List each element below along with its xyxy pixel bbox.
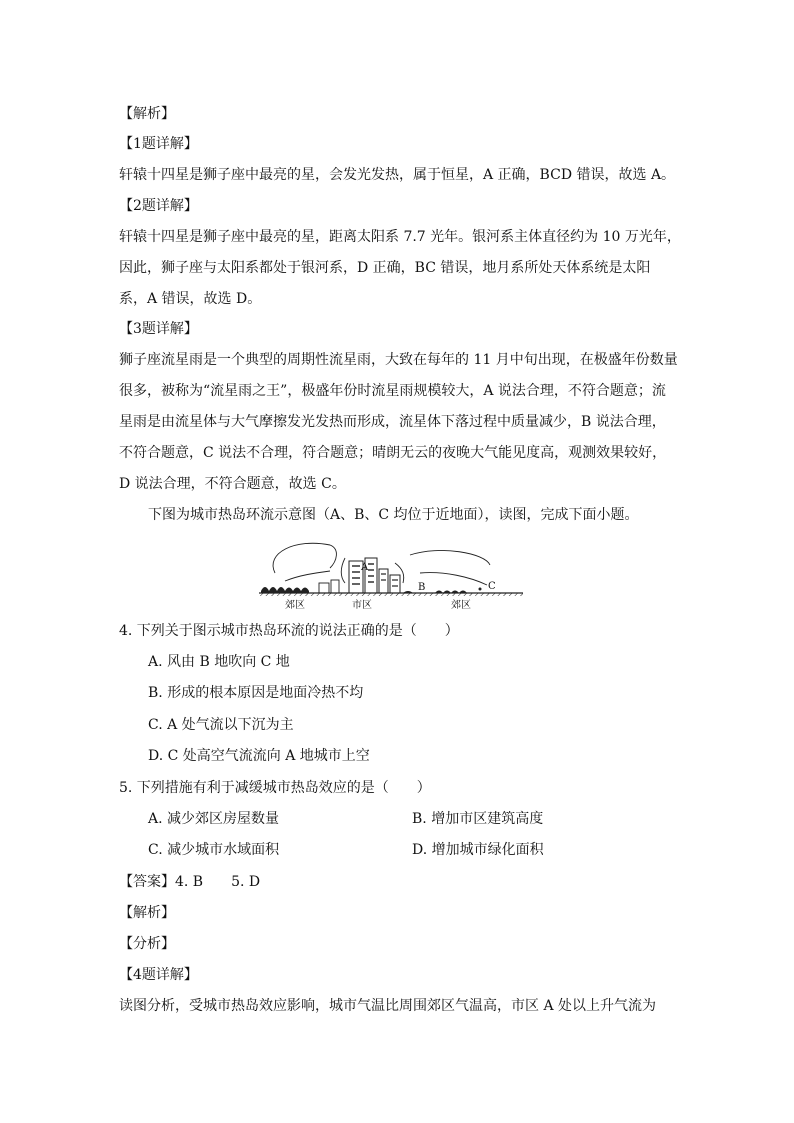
left-trees bbox=[261, 587, 309, 593]
q4-option-c: C. A 处气流以下沉为主 bbox=[148, 717, 294, 733]
building bbox=[319, 583, 329, 593]
right-lower-arc bbox=[420, 573, 487, 585]
paragraph-line: 不符合题意，C 说法不合理，符合题意；晴朗无云的夜晚大气能见度高，观测效果较好， bbox=[119, 445, 667, 461]
q5-option-a: A. 减少郊区房屋数量 bbox=[148, 811, 280, 827]
left-circulation-arc bbox=[273, 543, 336, 573]
sub-heading: 【4题详解】 bbox=[119, 967, 198, 983]
q4-option-a: A. 风由 B 地吹向 C 地 bbox=[148, 654, 290, 670]
q4-option-b: B. 形成的根本原因是地面冷热不均 bbox=[148, 685, 364, 701]
label-b: B bbox=[418, 582, 426, 593]
sub-heading: 【1题详解】 bbox=[119, 136, 198, 152]
ground-label-suburb-right: 郊区 bbox=[451, 600, 471, 611]
q5-option-d: D. 增加城市绿化面积 bbox=[412, 842, 544, 858]
q5-option-c: C. 减少城市水域面积 bbox=[148, 842, 280, 858]
label-c: C bbox=[488, 581, 496, 592]
building bbox=[379, 569, 388, 593]
section-heading: 【解析】 bbox=[119, 106, 175, 122]
paragraph-line: 读图分析，受城市热岛效应影响，城市气温比周围郊区气温高，市区 A 处以上升气流为 bbox=[119, 998, 657, 1014]
paragraph-line: 因此，狮子座与太阳系都处于银河系，D 正确，BC 错误，地月系所处天体系统是太阳 bbox=[119, 260, 651, 276]
right-upper-arc bbox=[410, 550, 490, 565]
paragraph-line: 系，A 错误，故选 D。 bbox=[119, 291, 262, 307]
question-4-stem: 4. 下列关于图示城市热岛环流的说法正确的是（ ） bbox=[119, 623, 459, 639]
q4-option-d: D. C 处高空气流流向 A 地城市上空 bbox=[148, 748, 370, 764]
sub-heading: 【2题详解】 bbox=[119, 198, 198, 214]
ground-label-city: 市区 bbox=[352, 600, 372, 611]
left-lower-arc bbox=[285, 571, 330, 581]
answer-line: 【答案】4. B 5. D bbox=[119, 874, 261, 890]
paragraph-line: 轩辕十四星是狮子座中最亮的星，距离太阳系 7.7 光年。银河系主体直径约为 10 万光年， bbox=[119, 229, 681, 245]
analysis-heading: 【分析】 bbox=[119, 936, 175, 952]
q5-option-b: B. 增加市区建筑高度 bbox=[412, 811, 544, 827]
building bbox=[331, 580, 339, 593]
paragraph-line: 狮子座流星雨是一个典型的周期性流星雨，大致在每年的 11 月中旬出现，在极盛年份数量 bbox=[119, 352, 678, 368]
figure-intro: 下图为城市热岛环流示意图（A、B、C 均位于近地面），读图，完成下面小题。 bbox=[148, 507, 639, 523]
heat-island-diagram bbox=[255, 533, 530, 613]
sub-heading: 【3题详解】 bbox=[119, 321, 198, 337]
paragraph-line: 星雨是由流星体与大气摩擦发光发热而形成，流星体下落过程中质量减少，B 说法合理， bbox=[119, 414, 666, 430]
paragraph-line: 轩辕十四星是狮子座中最亮的星，会发光发热，属于恒星，A 正确，BCD 错误，故选 A。 bbox=[119, 167, 676, 183]
center-left-arc bbox=[341, 558, 345, 583]
question-5-stem: 5. 下列措施有利于减缓城市热岛效应的是（ ） bbox=[119, 780, 431, 796]
label-a: A bbox=[361, 562, 369, 573]
paragraph-line: 很多，被称为“流星雨之王”，极盛年份时流星雨规模较大，A 说法合理，不符合题意；流 bbox=[119, 383, 666, 399]
paragraph-line: D 说法合理，不符合题意，故选 C。 bbox=[119, 476, 346, 492]
section-heading: 【解析】 bbox=[119, 905, 175, 921]
ground-label-suburb-left: 郊区 bbox=[285, 600, 305, 611]
building bbox=[390, 575, 400, 593]
